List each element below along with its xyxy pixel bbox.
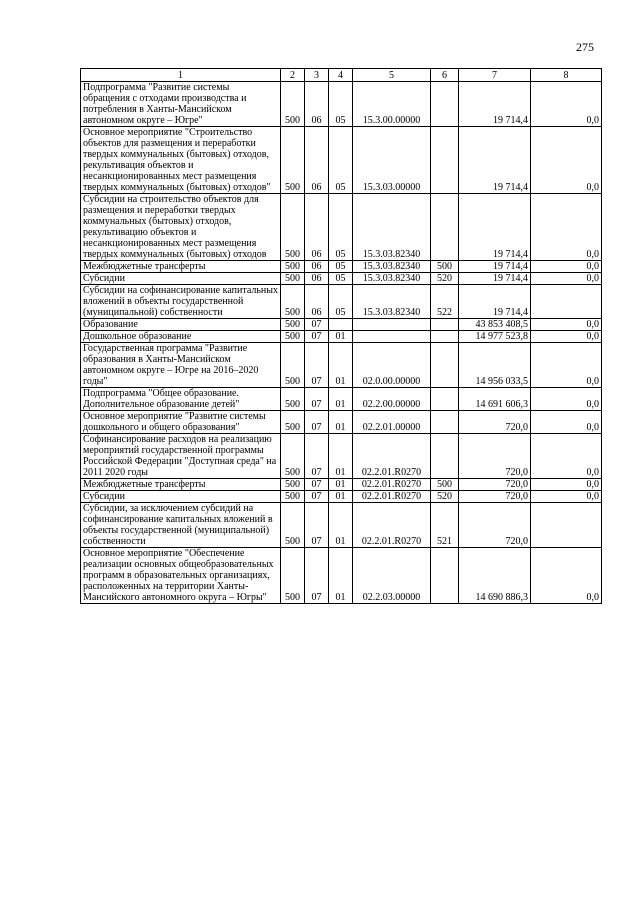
- amount-cell: 720,0: [459, 503, 531, 548]
- row-name-cell: Межбюджетные трансферты: [81, 479, 281, 491]
- row-name-cell: Субсидии: [81, 273, 281, 285]
- target-article-cell: 02.0.00.00000: [353, 343, 431, 388]
- admin-code-cell: 500: [281, 548, 305, 604]
- header-cell: 3: [305, 69, 329, 82]
- amount-cell: 19 714,4: [459, 285, 531, 319]
- row-name-cell: Подпрограмма "Развитие системы обращения с отходами производства и потребления в Ханты-Мансийском автономном округе – Югре": [81, 82, 281, 127]
- subsection-cell: 05: [329, 285, 353, 319]
- row-name-cell: Межбюджетные трансферты: [81, 261, 281, 273]
- expense-type-cell: 500: [431, 261, 459, 273]
- expense-type-cell: [431, 127, 459, 194]
- header-cell: 6: [431, 69, 459, 82]
- expense-type-cell: [431, 194, 459, 261]
- expense-type-cell: [431, 388, 459, 411]
- target-article-cell: 02.2.01.R0270: [353, 479, 431, 491]
- amount-cell-2: 0,0: [531, 388, 602, 411]
- amount-cell-2: 0,0: [531, 548, 602, 604]
- target-article-cell: [353, 331, 431, 343]
- table-row: [81, 261, 602, 273]
- section-cell: 07: [305, 343, 329, 388]
- row-name-cell: Дошкольное образование: [81, 331, 281, 343]
- admin-code-cell: 500: [281, 127, 305, 194]
- row-name-cell: Основное мероприятие "Строительство объектов для размещения и переработки твердых коммунальных (бытовых) отходов, рекультивация объектов и несанкционированных мест размещения твердых коммунальных (бытовых) отходов": [81, 127, 281, 194]
- section-cell: 07: [305, 331, 329, 343]
- expense-type-cell: 520: [431, 491, 459, 503]
- header-cell: 2: [281, 69, 305, 82]
- table-row: [81, 194, 602, 261]
- amount-cell-2: 0,0: [531, 434, 602, 479]
- expense-type-cell: 522: [431, 285, 459, 319]
- subsection-cell: [329, 319, 353, 331]
- amount-cell: 43 853 408,5: [459, 319, 531, 331]
- table-row: [81, 285, 602, 319]
- amount-cell: 19 714,4: [459, 273, 531, 285]
- table-row: [81, 82, 602, 127]
- row-name-cell: Государственная программа "Развитие образования в Ханты-Мансийском автономном округе – Югре на 2016–2020 годы": [81, 343, 281, 388]
- expense-type-cell: [431, 434, 459, 479]
- admin-code-cell: 500: [281, 434, 305, 479]
- admin-code-cell: 500: [281, 491, 305, 503]
- subsection-cell: 05: [329, 194, 353, 261]
- admin-code-cell: 500: [281, 479, 305, 491]
- expense-type-cell: 500: [431, 479, 459, 491]
- expense-type-cell: [431, 548, 459, 604]
- table-row: [81, 343, 602, 388]
- amount-cell: 720,0: [459, 479, 531, 491]
- amount-cell: 14 691 606,3: [459, 388, 531, 411]
- amount-cell-2: 0,0: [531, 319, 602, 331]
- header-cell: 5: [353, 69, 431, 82]
- header-cell: 1: [81, 69, 281, 82]
- subsection-cell: 05: [329, 127, 353, 194]
- target-article-cell: 15.3.03.82340: [353, 273, 431, 285]
- section-cell: 07: [305, 319, 329, 331]
- target-article-cell: 15.3.03.00000: [353, 127, 431, 194]
- section-cell: 06: [305, 127, 329, 194]
- section-cell: 06: [305, 285, 329, 319]
- subsection-cell: 05: [329, 261, 353, 273]
- amount-cell: 14 956 033,5: [459, 343, 531, 388]
- admin-code-cell: 500: [281, 273, 305, 285]
- row-name-cell: Субсидии: [81, 491, 281, 503]
- section-cell: 07: [305, 503, 329, 548]
- amount-cell-2: 0,0: [531, 261, 602, 273]
- table-body: [81, 82, 602, 604]
- section-cell: 07: [305, 491, 329, 503]
- target-article-cell: 15.3.00.00000: [353, 82, 431, 127]
- admin-code-cell: 500: [281, 411, 305, 434]
- table-row: [81, 127, 602, 194]
- subsection-cell: 05: [329, 273, 353, 285]
- amount-cell-2: 0,0: [531, 411, 602, 434]
- row-name-cell: Софинансирование расходов на реализацию мероприятий государственной программы Российской Федерации "Доступная среда" на 2011 2020 годы: [81, 434, 281, 479]
- amount-cell-2: 0,0: [531, 273, 602, 285]
- target-article-cell: 02.2.01.R0270: [353, 503, 431, 548]
- expense-type-cell: [431, 331, 459, 343]
- row-name-cell: Основное мероприятие "Обеспечение реализации основных общеобразовательных программ в образовательных организациях, расположенных на территории Ханты-Мансийского автономного округа – Югры": [81, 548, 281, 604]
- subsection-cell: 05: [329, 82, 353, 127]
- target-article-cell: 02.2.01.00000: [353, 411, 431, 434]
- row-name-cell: Субсидии, за исключением субсидий на софинансирование капитальных вложений в объекты государственной (муниципальной) собственности: [81, 503, 281, 548]
- expense-type-cell: [431, 411, 459, 434]
- admin-code-cell: 500: [281, 285, 305, 319]
- amount-cell-2: 0,0: [531, 82, 602, 127]
- admin-code-cell: 500: [281, 319, 305, 331]
- admin-code-cell: 500: [281, 82, 305, 127]
- row-name-cell: Субсидии на строительство объектов для размещения и переработки твердых коммунальных (бытовых) отходов, рекультивацию объектов и несанкционированных мест размещения твердых коммунальных (бытовых) отходов: [81, 194, 281, 261]
- table-row: [81, 331, 602, 343]
- section-cell: 07: [305, 434, 329, 479]
- subsection-cell: 01: [329, 411, 353, 434]
- amount-cell-2: 0,0: [531, 127, 602, 194]
- amount-cell-2: [531, 285, 602, 319]
- target-article-cell: 15.3.03.82340: [353, 261, 431, 273]
- subsection-cell: 01: [329, 491, 353, 503]
- subsection-cell: 01: [329, 331, 353, 343]
- row-name-cell: Основное мероприятие "Развитие системы дошкольного и общего образования": [81, 411, 281, 434]
- table-row: [81, 434, 602, 479]
- expense-type-cell: 520: [431, 273, 459, 285]
- target-article-cell: [353, 319, 431, 331]
- table-row: [81, 273, 602, 285]
- row-name-cell: Подпрограмма "Общее образование. Дополнительное образование детей": [81, 388, 281, 411]
- row-name-cell: Образование: [81, 319, 281, 331]
- amount-cell-2: 0,0: [531, 491, 602, 503]
- admin-code-cell: 500: [281, 388, 305, 411]
- section-cell: 07: [305, 411, 329, 434]
- amount-cell: 720,0: [459, 411, 531, 434]
- subsection-cell: 01: [329, 548, 353, 604]
- amount-cell-2: 0,0: [531, 479, 602, 491]
- header-cell: 8: [531, 69, 602, 82]
- table-row: [81, 319, 602, 331]
- header-cell: 4: [329, 69, 353, 82]
- subsection-cell: 01: [329, 343, 353, 388]
- table-header-row: [81, 69, 602, 82]
- section-cell: 06: [305, 261, 329, 273]
- amount-cell: 19 714,4: [459, 127, 531, 194]
- amount-cell: 720,0: [459, 434, 531, 479]
- amount-cell-2: 0,0: [531, 194, 602, 261]
- section-cell: 07: [305, 548, 329, 604]
- target-article-cell: 02.2.00.00000: [353, 388, 431, 411]
- table-row: [81, 479, 602, 491]
- expense-type-cell: [431, 319, 459, 331]
- expense-type-cell: [431, 343, 459, 388]
- admin-code-cell: 500: [281, 194, 305, 261]
- table-row: [81, 503, 602, 548]
- subsection-cell: 01: [329, 503, 353, 548]
- amount-cell: 19 714,4: [459, 261, 531, 273]
- amount-cell: 19 714,4: [459, 194, 531, 261]
- amount-cell-2: 0,0: [531, 343, 602, 388]
- section-cell: 06: [305, 194, 329, 261]
- table-row: [81, 491, 602, 503]
- section-cell: 06: [305, 273, 329, 285]
- amount-cell-2: [531, 503, 602, 548]
- target-article-cell: 02.2.01.R0270: [353, 434, 431, 479]
- admin-code-cell: 500: [281, 343, 305, 388]
- row-name-cell: Субсидии на софинансирование капитальных вложений в объекты государственной (муниципальной) собственности: [81, 285, 281, 319]
- admin-code-cell: 500: [281, 503, 305, 548]
- subsection-cell: 01: [329, 388, 353, 411]
- target-article-cell: 02.2.03.00000: [353, 548, 431, 604]
- amount-cell: 19 714,4: [459, 82, 531, 127]
- budget-table: [80, 68, 602, 604]
- subsection-cell: 01: [329, 479, 353, 491]
- amount-cell-2: 0,0: [531, 331, 602, 343]
- expense-type-cell: 521: [431, 503, 459, 548]
- admin-code-cell: 500: [281, 331, 305, 343]
- expense-type-cell: [431, 82, 459, 127]
- target-article-cell: 15.3.03.82340: [353, 194, 431, 261]
- section-cell: 06: [305, 82, 329, 127]
- table-row: [81, 548, 602, 604]
- section-cell: 07: [305, 479, 329, 491]
- amount-cell: 14 690 886,3: [459, 548, 531, 604]
- amount-cell: 720,0: [459, 491, 531, 503]
- admin-code-cell: 500: [281, 261, 305, 273]
- header-cell: 7: [459, 69, 531, 82]
- target-article-cell: 02.2.01.R0270: [353, 491, 431, 503]
- table-row: [81, 411, 602, 434]
- table-row: [81, 388, 602, 411]
- amount-cell: 14 977 523,8: [459, 331, 531, 343]
- subsection-cell: 01: [329, 434, 353, 479]
- target-article-cell: 15.3.03.82340: [353, 285, 431, 319]
- section-cell: 07: [305, 388, 329, 411]
- page-number: 275: [576, 40, 594, 54]
